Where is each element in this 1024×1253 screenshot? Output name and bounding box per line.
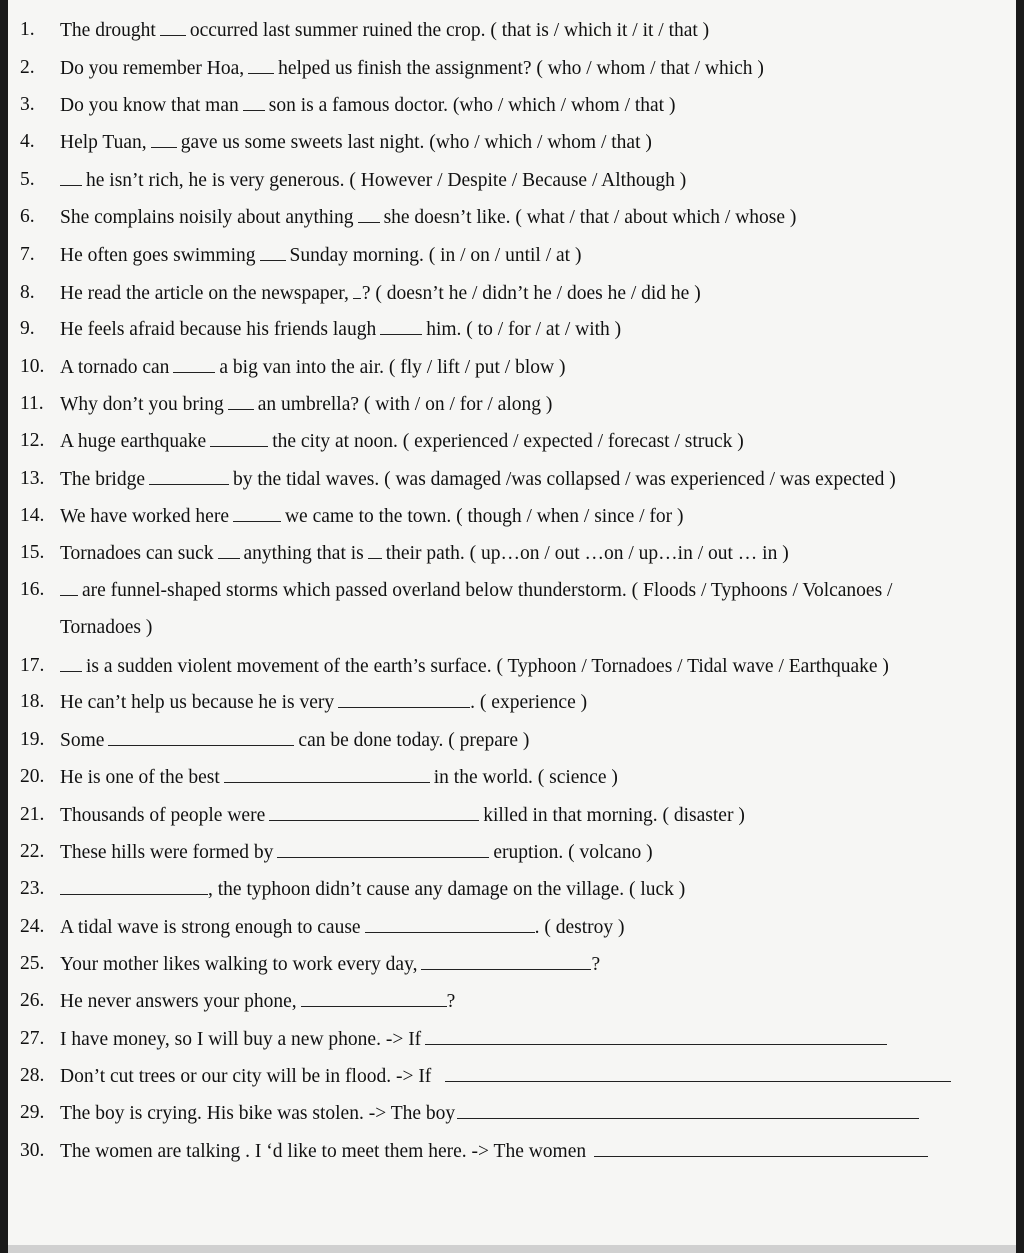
- question-text-before: He never answers your phone,: [60, 991, 297, 1012]
- question-number: 20.: [20, 766, 45, 787]
- question-text-before: These hills were formed by: [60, 842, 274, 863]
- question-number: 7.: [20, 244, 35, 265]
- answer-blank[interactable]: [380, 317, 422, 335]
- answer-blank[interactable]: [108, 728, 294, 746]
- question-text-before: He often goes swimming: [60, 245, 256, 266]
- answer-blank[interactable]: [224, 765, 430, 783]
- answer-blank[interactable]: [210, 429, 268, 447]
- question-text-after: can be done today. ( prepare ): [298, 730, 530, 751]
- question-number: 23.: [20, 878, 45, 899]
- answer-blank[interactable]: [260, 243, 286, 261]
- question-number: 9.: [20, 318, 35, 339]
- question-text-after: Sunday morning. ( in / on / until / at ): [289, 245, 582, 266]
- question-text-before: The drought: [60, 20, 156, 41]
- question-number: 19.: [20, 729, 45, 750]
- question-text-before: The boy is crying. His bike was stolen. -> The boy: [60, 1103, 456, 1124]
- answer-blank[interactable]: [365, 915, 535, 933]
- question-text-before: He read the article on the newspaper,: [60, 283, 349, 304]
- answer-blank[interactable]: [421, 952, 591, 970]
- worksheet-page: [8, 0, 1016, 1253]
- question-number: 1.: [20, 19, 35, 40]
- question-text-before: Tornadoes can suck: [60, 543, 214, 564]
- question-text-before: Your mother likes walking to work every day,: [60, 954, 418, 975]
- question-number: 6.: [20, 206, 35, 227]
- question-text-before: She complains noisily about anything: [60, 207, 354, 228]
- answer-blank[interactable]: [457, 1101, 919, 1119]
- question-text-before: We have worked here: [60, 506, 229, 527]
- question-number: 14.: [20, 505, 45, 526]
- answer-blank[interactable]: [60, 168, 82, 186]
- question-text-before: Help Tuan,: [60, 132, 147, 153]
- question-number: 12.: [20, 430, 45, 451]
- answer-blank[interactable]: [60, 877, 208, 895]
- question-text-after: he isn’t rich, he is very generous. ( However / Despite / Because / Although ): [86, 170, 687, 191]
- question-text-after: . ( destroy ): [534, 917, 625, 938]
- question-text-before: A tornado can: [60, 357, 170, 378]
- question-text-continuation: Tornadoes ): [60, 617, 153, 638]
- answer-blank[interactable]: [445, 1064, 951, 1082]
- question-text-after: . ( experience ): [470, 692, 588, 713]
- answer-blank[interactable]: [218, 541, 240, 559]
- answer-blank[interactable]: [248, 56, 274, 74]
- question-text-after: helped us finish the assignment? ( who / whom / that / which ): [278, 58, 764, 79]
- answer-blank[interactable]: [425, 1027, 887, 1045]
- question-text-after: an umbrella? ( with / on / for / along ): [257, 394, 553, 415]
- question-number: 21.: [20, 804, 45, 825]
- question-text-after: their path. ( up…on / out …on / up…in / out … in ): [385, 543, 789, 564]
- question-text-middle: anything that is: [243, 543, 364, 564]
- question-text-after: is a sudden violent movement of the earth’s surface. ( Typhoon / Tornadoes / Tidal wave / Earthquake ): [86, 656, 889, 677]
- question-number: 13.: [20, 468, 45, 489]
- question-text-before: Do you remember Hoa,: [60, 58, 245, 79]
- question-number: 24.: [20, 916, 45, 937]
- answer-blank[interactable]: [173, 355, 215, 373]
- question-text-after: the city at noon. ( experienced / expected / forecast / struck ): [272, 431, 744, 452]
- question-number: 11.: [20, 393, 44, 414]
- question-number: 15.: [20, 542, 45, 563]
- question-text-after: by the tidal waves. ( was damaged /was collapsed / was experienced / was expected ): [233, 469, 896, 490]
- question-text-after: a big van into the air. ( fly / lift / put / blow ): [219, 357, 566, 378]
- question-text-before: A tidal wave is strong enough to cause: [60, 917, 361, 938]
- question-number: 29.: [20, 1102, 45, 1123]
- question-text-after: occurred last summer ruined the crop. ( that is / which it / it / that ): [189, 20, 710, 41]
- question-text-after: ? ( doesn’t he / didn’t he / does he / did he ): [361, 283, 701, 304]
- question-number: 18.: [20, 691, 45, 712]
- answer-blank[interactable]: [149, 467, 229, 485]
- question-number: 5.: [20, 169, 35, 190]
- answer-blank[interactable]: [269, 803, 479, 821]
- question-number: 4.: [20, 131, 35, 152]
- question-text-after: eruption. ( volcano ): [493, 842, 653, 863]
- question-number: 17.: [20, 655, 45, 676]
- question-text-before: I have money, so I will buy a new phone. -> If: [60, 1029, 422, 1050]
- question-text-before: Why don’t you bring: [60, 394, 224, 415]
- question-number: 26.: [20, 990, 45, 1011]
- question-number: 27.: [20, 1028, 45, 1049]
- answer-blank[interactable]: [233, 504, 281, 522]
- question-number: 2.: [20, 57, 35, 78]
- answer-blank[interactable]: [301, 989, 447, 1007]
- answer-blank[interactable]: [277, 840, 489, 858]
- question-text-after: are funnel-shaped storms which passed overland below thunderstorm. ( Floods / Typhoons / Volcanoes /: [82, 580, 893, 601]
- question-text-before: A huge earthquake: [60, 431, 207, 452]
- answer-blank[interactable]: [243, 93, 265, 111]
- question-number: 30.: [20, 1140, 45, 1161]
- answer-blank[interactable]: [60, 578, 78, 596]
- question-number: 10.: [20, 356, 45, 377]
- question-text-after: killed in that morning. ( disaster ): [483, 805, 745, 826]
- question-text-before: Do you know that man: [60, 95, 239, 116]
- question-number: 8.: [20, 282, 35, 303]
- question-number: 16.: [20, 579, 45, 600]
- question-text-after: him. ( to / for / at / with ): [426, 319, 622, 340]
- question-text-after: son is a famous doctor. (who / which / whom / that ): [268, 95, 676, 116]
- question-text-before: Some: [60, 730, 105, 751]
- answer-blank[interactable]: [368, 541, 382, 559]
- question-text-before: The women are talking . I ‘d like to meet them here. -> The women: [60, 1141, 587, 1162]
- question-text-after: she doesn’t like. ( what / that / about which / whose ): [383, 207, 797, 228]
- question-text-after: gave us some sweets last night. (who / which / whom / that ): [180, 132, 652, 153]
- question-text-before: Don’t cut trees or our city will be in flood. -> If: [60, 1066, 432, 1087]
- question-text-before: The bridge: [60, 469, 146, 490]
- question-text-before: Thousands of people were: [60, 805, 266, 826]
- question-number: 22.: [20, 841, 45, 862]
- answer-blank[interactable]: [228, 392, 254, 410]
- answer-blank[interactable]: [358, 205, 380, 223]
- answer-blank[interactable]: [338, 690, 470, 708]
- answer-blank[interactable]: [151, 130, 177, 148]
- question-text-after: we came to the town. ( though / when / since / for ): [284, 506, 684, 527]
- question-text-after: ?: [446, 991, 456, 1012]
- question-number: 3.: [20, 94, 35, 115]
- answer-blank[interactable]: [60, 654, 82, 672]
- question-text-after: ?: [591, 954, 601, 975]
- question-text-before: He is one of the best: [60, 767, 220, 788]
- question-number: 25.: [20, 953, 45, 974]
- answer-blank[interactable]: [353, 281, 361, 299]
- question-text-before: He can’t help us because he is very: [60, 692, 335, 713]
- question-text-before: He feels afraid because his friends laugh: [60, 319, 377, 340]
- question-text-after: in the world. ( science ): [433, 767, 618, 788]
- question-number: 28.: [20, 1065, 45, 1086]
- page-bottom-edge: [8, 1245, 1016, 1253]
- answer-blank[interactable]: [594, 1139, 928, 1157]
- answer-blank[interactable]: [160, 18, 186, 36]
- question-text-after: , the typhoon didn’t cause any damage on the village. ( luck ): [208, 879, 686, 900]
